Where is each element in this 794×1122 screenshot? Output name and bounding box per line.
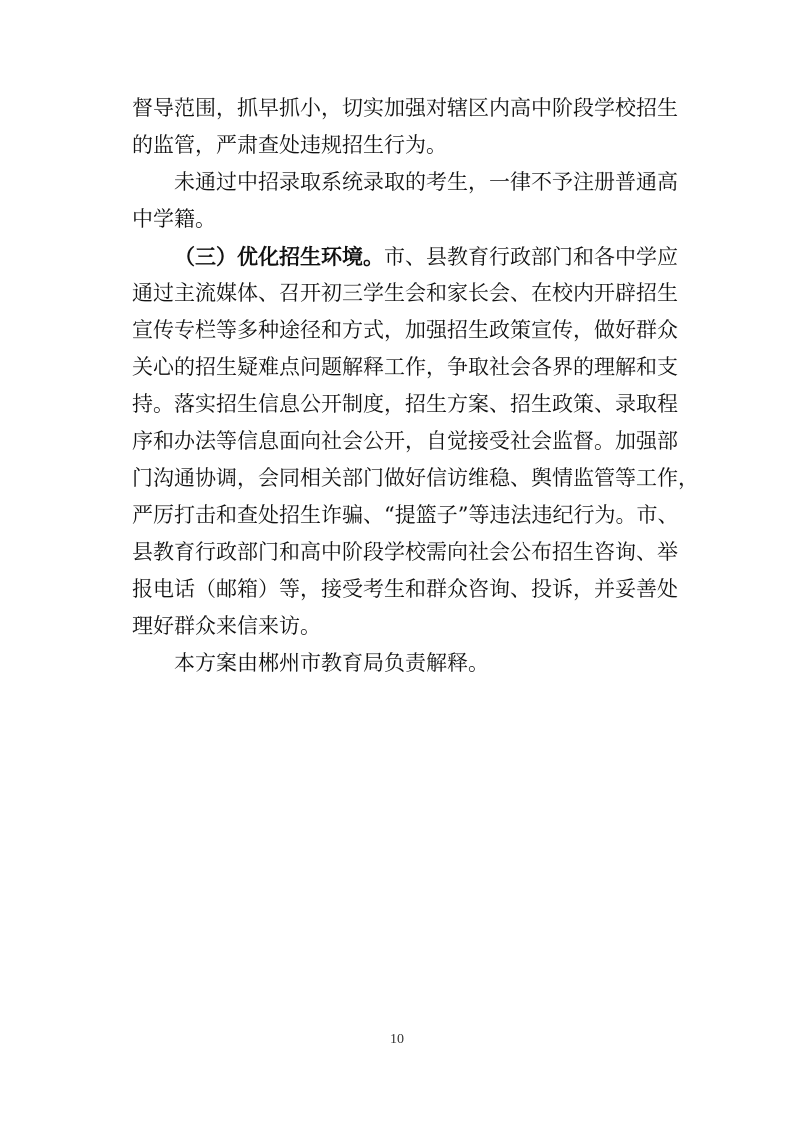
text-line: 关心的招生疑难点问题解释工作，争取社会各界的理解和支 <box>132 355 678 379</box>
section-heading: （三）优化招生环境。 <box>174 244 384 269</box>
text-line: 中学籍。 <box>132 207 216 231</box>
text-line: 通过主流媒体、召开初三学生会和家长会、在校内开辟招生 <box>132 281 678 305</box>
paragraph-supervision-scope <box>132 90 676 164</box>
text-line: 未通过中招录取系统录取的考生，一律不予注册普通高 <box>174 170 678 194</box>
text-line: 报电话（邮箱）等，接受考生和群众咨询、投诉，并妥善处 <box>132 577 678 601</box>
paragraph-optimize-environment <box>132 238 699 645</box>
text-line: 理好群众来信来访。 <box>132 614 321 638</box>
section-first-line-text: 市、县教育行政部门和各中学应 <box>384 245 678 269</box>
text-line: 持。落实招生信息公开制度，招生方案、招生政策、录取程 <box>132 392 678 416</box>
document-body <box>132 90 699 682</box>
text-line: 的监管，严肃查处违规招生行为。 <box>132 133 447 157</box>
text-line: 严厉打击和查处招生诈骗、“提篮子”等违法违纪行为。市、 <box>132 503 679 527</box>
paragraph-registration-rule <box>132 164 676 238</box>
text-line: 序和办法等信息面向社会公开，自觉接受社会监督。加强部 <box>132 429 678 453</box>
section-first-line <box>132 238 676 275</box>
text-line: 督导范围，抓早抓小，切实加强对辖区内高中阶段学校招生 <box>132 96 678 120</box>
text-line: 本方案由郴州市教育局负责解释。 <box>174 651 489 675</box>
text-line: 门沟通协调，会同相关部门做好信访维稳、舆情监管等工作， <box>132 466 699 490</box>
page-number: 10 <box>390 1032 404 1047</box>
paragraph-interpretation <box>132 645 676 682</box>
text-line: 宣传专栏等多种途径和方式，加强招生政策宣传，做好群众 <box>132 318 678 342</box>
text-line: 县教育行政部门和高中阶段学校需向社会公布招生咨询、举 <box>132 540 678 564</box>
